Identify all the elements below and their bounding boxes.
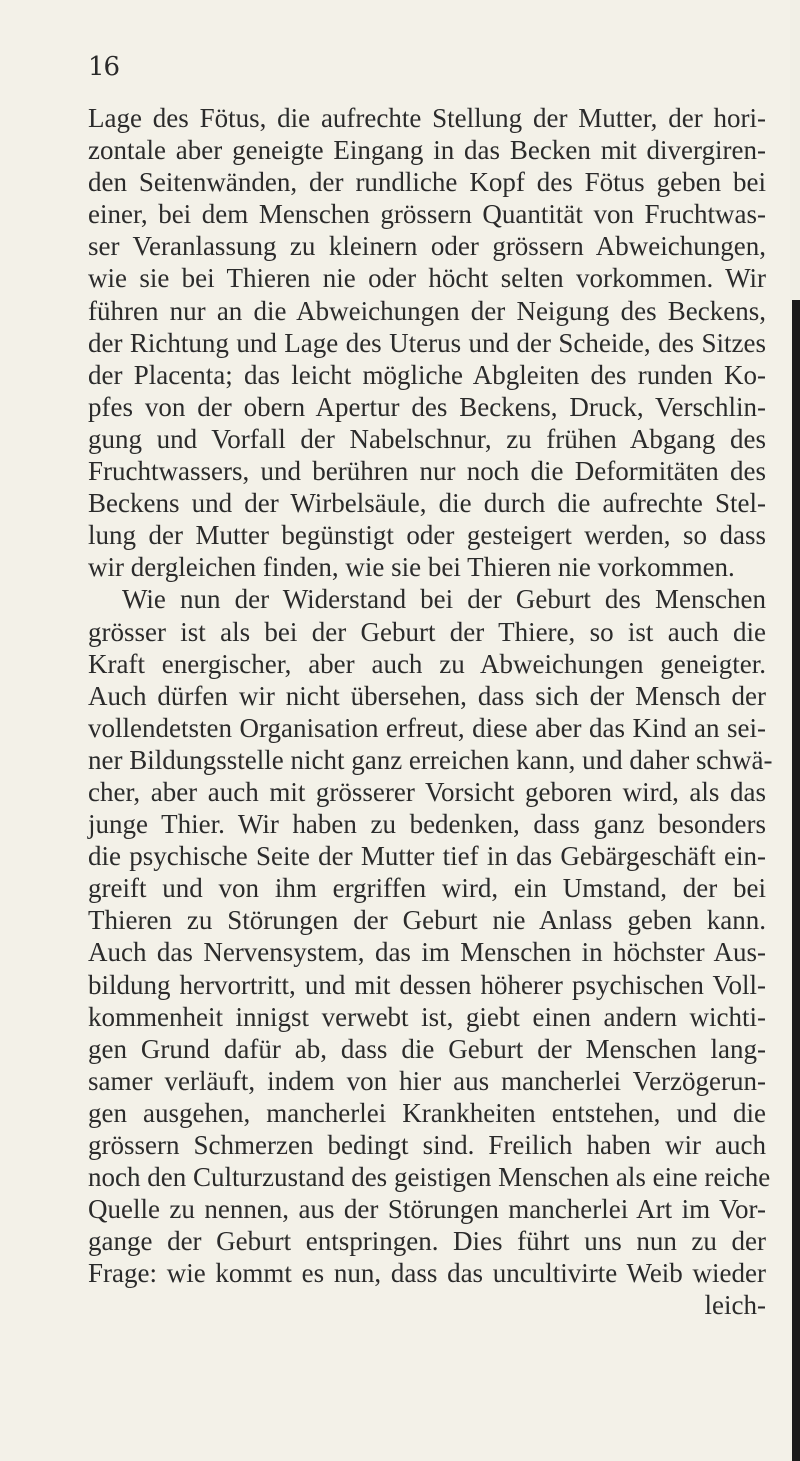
- text-line: ner Bildungsstelle nicht ganz erreichen kann, und daher schwä-: [88, 744, 773, 775]
- text-line: führen nur an die Abweichungen der Neigung des Beckens,: [88, 295, 766, 326]
- text-line: grössern Schmerzen bedingt sind. Freilich haben wir auch: [88, 1130, 766, 1160]
- text-line: bildung hervortritt, und mit dessen höherer psychischen Voll-: [88, 969, 766, 1000]
- text-line: wie sie bei Thieren nie oder höcht selten vorkommen. Wir: [88, 263, 766, 294]
- text-line: Kraft energischer, aber auch zu Abweichungen geneigter.: [88, 648, 766, 679]
- text-line: gange der Geburt entspringen. Dies führt uns nun zu der: [88, 1226, 766, 1257]
- text-line: grösser ist als bei der Geburt der Thiere, so ist auch die: [88, 616, 766, 647]
- text-line: Fruchtwassers, und berühren nur noch die Deformitäten des: [88, 456, 766, 487]
- text-line: lung der Mutter begünstigt oder gesteigert werden, so dass: [88, 520, 766, 551]
- text-line: junge Thier. Wir haben zu bedenken, dass ganz besonders: [88, 809, 766, 840]
- text-line: wir dergleichen finden, wie sie bei Thieren nie vorkommen.: [88, 552, 735, 583]
- text-line: vollendetsten Organisation erfreut, diese aber das Kind an sei-: [88, 712, 766, 743]
- text-line: gung und Vorfall der Nabelschnur, zu frühen Abgang des: [88, 423, 766, 454]
- text-line: der Placenta; das leicht mögliche Abgleiten des runden Ko-: [88, 359, 766, 390]
- text-line: greift und von ihm ergriffen wird, ein Umstand, der bei: [88, 873, 766, 904]
- text-line: Frage: wie kommt es nun, dass das uncultivirte Weib wieder: [88, 1258, 766, 1289]
- text-line: Auch das Nervensystem, das im Menschen in höchster Aus-: [88, 937, 766, 968]
- text-line: noch den Culturzustand des geistigen Menschen als eine reiche: [88, 1162, 771, 1193]
- text-line: cher, aber auch mit grösserer Vorsicht geboren wird, als das: [88, 776, 766, 807]
- text-line: Wie nun der Widerstand bei der Geburt des Menschen: [122, 584, 766, 615]
- text-line: gen ausgehen, mancherlei Krankheiten entstehen, und die: [88, 1097, 766, 1128]
- catchword: leich-: [704, 1290, 766, 1321]
- page-number: 16: [88, 52, 120, 82]
- text-line: kommenheit innigst verwebt ist, giebt einen andern wichti-: [88, 1001, 766, 1032]
- text-line: Auch dürfen wir nicht übersehen, dass sich der Mensch der: [88, 680, 766, 711]
- text-line: Lage des Fötus, die aufrechte Stellung der Mutter, der hori-: [88, 103, 766, 133]
- text-line: der Richtung und Lage des Uterus und der Scheide, des Sitzes: [88, 327, 766, 358]
- text-line: den Seitenwänden, der rundliche Kopf des Fötus geben bei: [88, 167, 766, 198]
- text-line: ser Veranlassung zu kleinern oder grössern Abweichungen,: [88, 231, 766, 262]
- text-line: Quelle zu nennen, aus der Störungen mancherlei Art im Vor-: [88, 1194, 766, 1225]
- text-line: einer, bei dem Menschen grössern Quantität von Fruchtwas-: [88, 199, 766, 230]
- text-line: samer verläuft, indem von hier aus mancherlei Verzögerun-: [88, 1065, 766, 1096]
- text-line: die psychische Seite der Mutter tief in das Gebärgeschäft ein-: [88, 841, 766, 872]
- text-line: pfes von der obern Apertur des Beckens, Druck, Verschlin-: [88, 391, 766, 422]
- text-line: zontale aber geneigte Eingang in das Becken mit divergiren-: [88, 135, 766, 166]
- body-text: [88, 102, 773, 1322]
- text-line: Thieren zu Störungen der Geburt nie Anlass geben kann.: [88, 905, 766, 936]
- page-edge-shadow: [792, 300, 800, 1461]
- text-line: Beckens und der Wirbelsäule, die durch die aufrechte Stel-: [88, 488, 766, 519]
- text-line: gen Grund dafür ab, dass die Geburt der Menschen lang-: [88, 1033, 766, 1064]
